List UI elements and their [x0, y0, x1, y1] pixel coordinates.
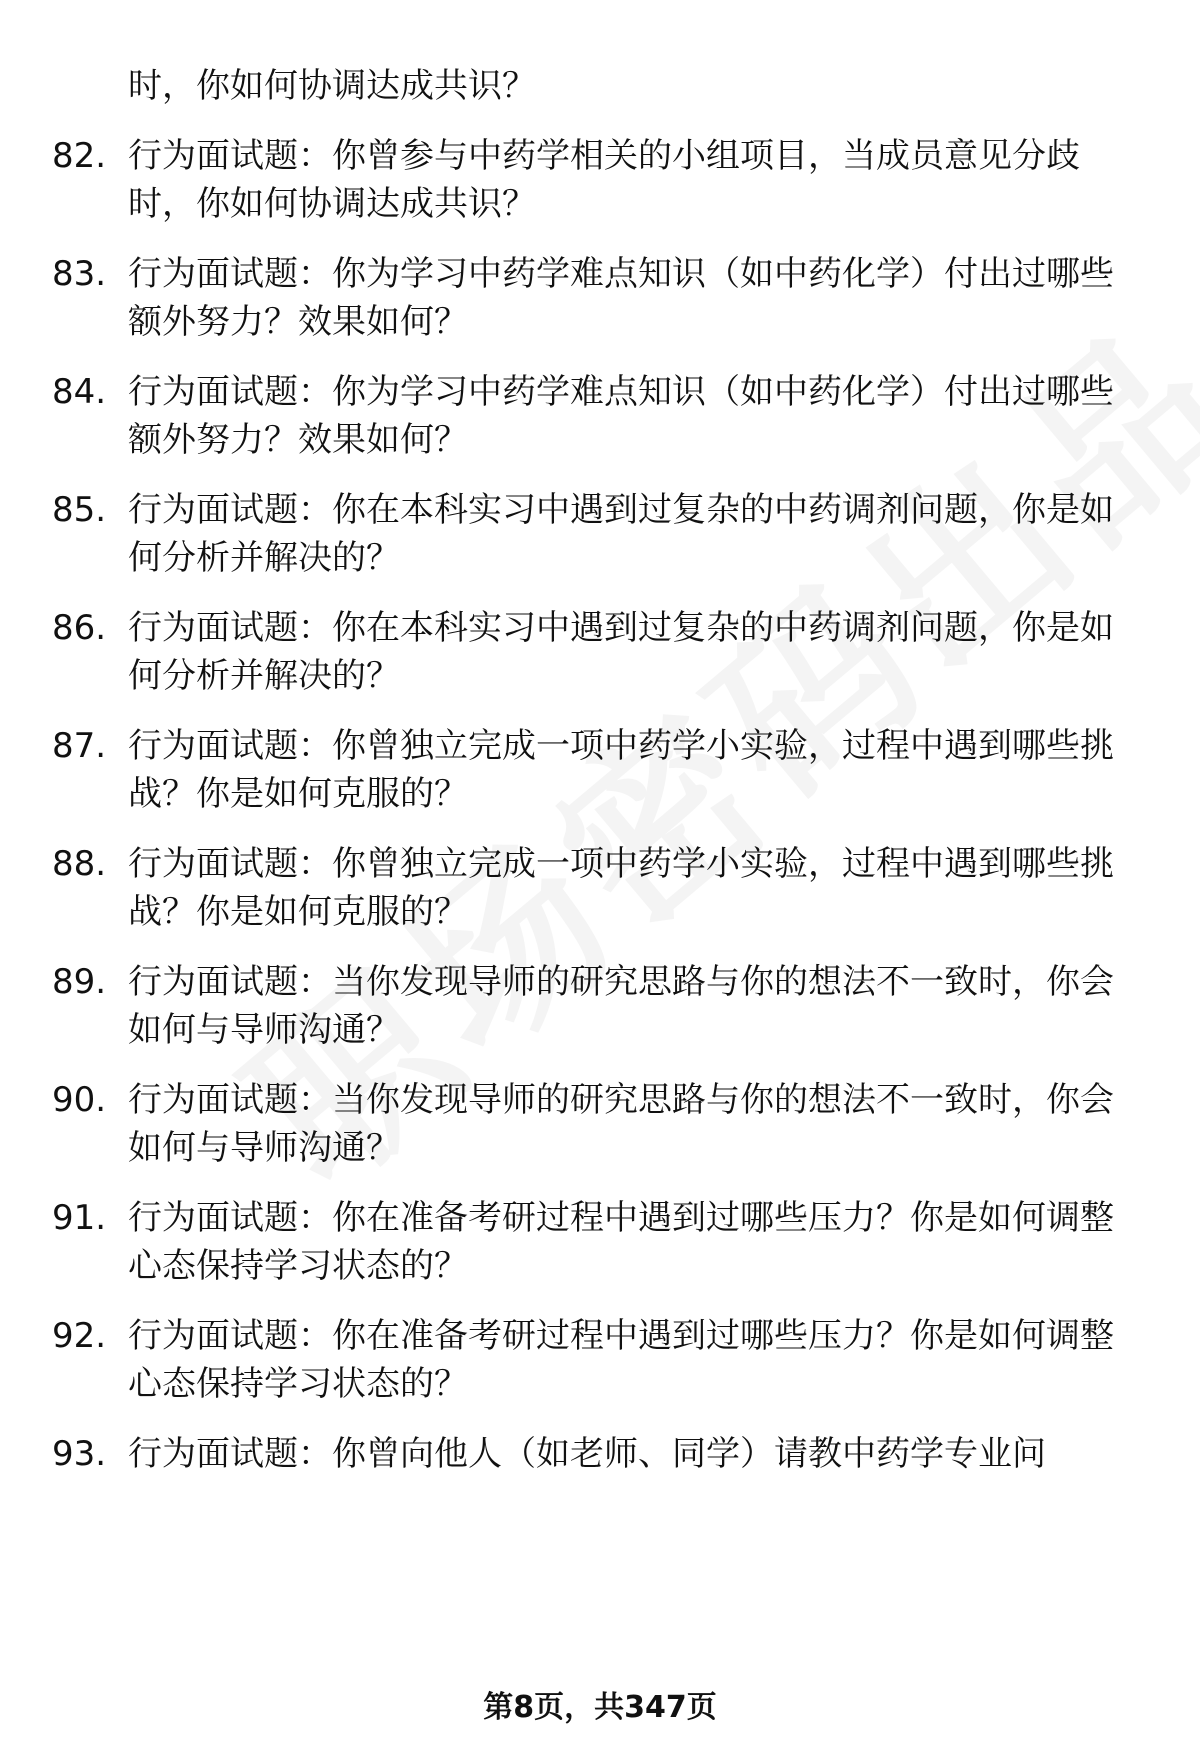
question-number: 85.	[52, 490, 107, 530]
question-text: 行为面试题：你在本科实习中遇到过复杂的中药调剂问题，你是如何分析并解决的？	[128, 490, 1114, 578]
question-text: 行为面试题：你曾独立完成一项中药学小实验，过程中遇到哪些挑战？你是如何克服的？	[128, 726, 1114, 814]
question-number: 82.	[52, 136, 107, 176]
question-number: 92.	[52, 1316, 107, 1356]
question-number: 88.	[52, 844, 107, 884]
page-footer: 第8页，共347页	[483, 1690, 717, 1725]
question-text: 行为面试题：你在准备考研过程中遇到过哪些压力？你是如何调整心态保持学习状态的？	[128, 1198, 1114, 1286]
question-number: 87.	[52, 726, 107, 766]
question-text: 行为面试题：你曾向他人（如老师、同学）请教中药学专业问	[128, 1434, 1046, 1474]
question-number: 91.	[52, 1198, 107, 1238]
question-text: 行为面试题：你为学习中药学难点知识（如中药化学）付出过哪些额外努力？效果如何？	[128, 372, 1114, 460]
question-number: 93.	[52, 1434, 107, 1474]
continued-text: 时，你如何协调达成共识？	[128, 66, 536, 106]
question-text: 行为面试题：当你发现导师的研究思路与你的想法不一致时，你会如何与导师沟通？	[128, 1080, 1114, 1168]
question-text: 行为面试题：你曾参与中药学相关的小组项目，当成员意见分歧时，你如何协调达成共识？	[128, 136, 1080, 224]
question-number: 89.	[52, 962, 107, 1002]
question-number: 90.	[52, 1080, 107, 1120]
question-number: 86.	[52, 608, 107, 648]
question-text: 行为面试题：当你发现导师的研究思路与你的想法不一致时，你会如何与导师沟通？	[128, 962, 1114, 1050]
question-number: 84.	[52, 372, 107, 412]
question-text: 行为面试题：你在本科实习中遇到过复杂的中药调剂问题，你是如何分析并解决的？	[128, 608, 1114, 696]
question-number: 83.	[52, 254, 107, 294]
question-text: 行为面试题：你在准备考研过程中遇到过哪些压力？你是如何调整心态保持学习状态的？	[128, 1316, 1114, 1404]
question-text: 行为面试题：你曾独立完成一项中药学小实验，过程中遇到哪些挑战？你是如何克服的？	[128, 844, 1114, 932]
question-text: 行为面试题：你为学习中药学难点知识（如中药化学）付出过哪些额外努力？效果如何？	[128, 254, 1114, 342]
